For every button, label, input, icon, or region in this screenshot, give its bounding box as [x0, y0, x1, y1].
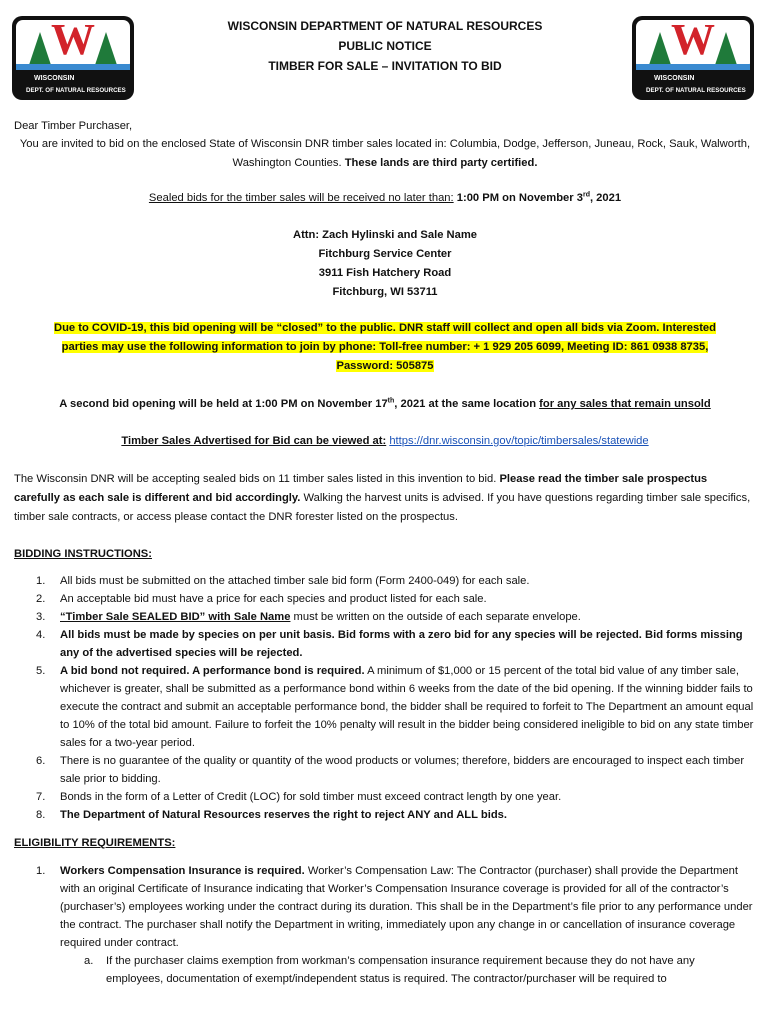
item-underlined: “Timber Sale SEALED BID” with Sale Name: [60, 611, 291, 623]
item-bold: All bids must be made by species on per unit basis. Bid forms with a zero bid for any species will be rejected. Bid forms missing any of the advertised species will be rejected.: [60, 629, 743, 659]
svg-text:W: W: [671, 15, 715, 64]
mailing-address: [14, 226, 756, 302]
item-text: There is no guarantee of the quality or quantity of the wood products or volumes; therefore, bidders are encouraged to inspect each timber sale prior to bidding.: [60, 755, 745, 785]
list-item: [14, 626, 754, 662]
deadline-sup: rd: [582, 191, 590, 199]
item-text: Bonds in the form of a Letter of Credit (LOC) for sold timber must exceed contract length by one year.: [60, 791, 562, 803]
item-number: 8.: [36, 809, 46, 821]
second-opening-text: A second bid opening will be held at 1:00 PM on November 17: [59, 398, 388, 410]
dnr-logo-right: [630, 14, 756, 102]
item-bold: Workers Compensation Insurance is required.: [60, 865, 305, 877]
second-opening-text2: , 2021 at the same location: [394, 398, 540, 410]
dnr-logo-left-graphic: [10, 14, 136, 102]
bidding-list: [14, 572, 754, 824]
item-number: 2.: [36, 593, 46, 605]
sub-item-letter: a.: [84, 955, 94, 967]
svg-text:W: W: [51, 15, 95, 64]
address-line1: Attn: Zach Hylinski and Sale Name: [292, 229, 478, 241]
item-number: 1.: [36, 575, 46, 587]
covid-line1: Due to COVID-19, this bid opening will be “closed” to the public. DNR staff will collect and open all bids via Zoom. Interested: [53, 322, 716, 334]
header-line2: PUBLIC NOTICE: [338, 39, 432, 53]
list-item: [14, 590, 754, 608]
covid-line2: parties may use the following information to join by phone: Toll-free number: + 1 929 205 6099, Meeting ID: 861 0938 8735,: [61, 341, 709, 353]
list-item: [14, 608, 754, 626]
item-number: 3.: [36, 611, 46, 623]
item-text: An acceptable bid must have a price for each species and product listed for each sale.: [60, 593, 487, 605]
item-number: 6.: [36, 755, 46, 767]
address-line4: Fitchburg, WI 53711: [332, 286, 438, 298]
logo-line2-right: DEPT. OF NATURAL RESOURCES: [646, 87, 746, 94]
bidding-heading: BIDDING INSTRUCTIONS:: [14, 548, 152, 560]
second-opening-unsold: for any sales that remain unsold: [539, 398, 711, 410]
item-text: A minimum of $1,000 or 15 percent of the total bid value of any timber sale, whichever is greater, shall be submitted as a performance bond within 6 weeks from the date of the bid opening. If the winning bidder fails to execute the contract and submit an acceptable performance bond, the bidder shall be required to forfeit to The Department an amount equal to 10% of the total bid amount. Failure to forfeit the 10% penalty will result in the bidder being considered ineligible to bid on any state timber sales for a two-year period.: [60, 665, 754, 749]
sub-list-item: [14, 952, 754, 988]
deadline: [14, 189, 756, 208]
deadline-year: , 2021: [589, 192, 622, 204]
covid-line3: Password: 505875: [336, 360, 434, 372]
advertised-label: Timber Sales Advertised for Bid can be viewed at:: [121, 435, 387, 447]
item-text: must be written on the outside of each separate envelope.: [290, 611, 581, 623]
list-item: [14, 806, 754, 824]
item-text: All bids must be submitted on the attached timber sale bid form (Form 2400-049) for each sale.: [60, 575, 530, 587]
intro-text: You are invited to bid on the enclosed State of Wisconsin DNR timber sales located in: Columbia, Dodge, Jefferson, Juneau, Rock, Sauk, Walworth, Washington Counties.: [19, 138, 751, 169]
notice-header: [170, 16, 600, 76]
dnr-logo-left: [10, 14, 136, 102]
eligibility-heading: ELIGIBILITY REQUIREMENTS:: [14, 837, 176, 849]
list-item: [14, 788, 754, 806]
address-line3: 3911 Fish Hatchery Road: [318, 267, 452, 279]
logo-line1: WISCONSIN: [34, 75, 75, 82]
list-item: [14, 572, 754, 590]
eligibility-list: [14, 862, 754, 988]
list-item: [14, 862, 754, 952]
item-number: 5.: [36, 665, 46, 677]
second-opening-sup: th: [387, 397, 395, 405]
item-number: 1.: [36, 865, 46, 877]
deadline-label: Sealed bids for the timber sales will be received no later than:: [148, 192, 454, 204]
covid-notice: [14, 319, 756, 376]
body-bold: Please read the timber sale prospectus carefully as each sale is different and bid accordingly.: [14, 473, 708, 504]
sub-item-text: If the purchaser claims exemption from workman’s compensation insurance requirement because they do not have any employees, documentation of exempt/independent status is required. The contractor/purchaser will be required to: [106, 955, 695, 985]
intro-certified: These lands are third party certified.: [344, 157, 538, 169]
body-text1: The Wisconsin DNR will be accepting sealed bids on 11 timber sales listed in this invention to bid.: [14, 473, 497, 485]
list-item: [14, 662, 754, 752]
item-text: Worker’s Compensation Law: The Contractor (purchaser) shall provide the Department with an original Certificate of Insurance indicating that Worker’s Compensation Insurance coverage is provided for all of the contractor’s (purchaser’s) employees working under the contract during its duration. This shall be in the Department’s file prior to any performance under the contract. The purchaser shall notify the Department in writing, immediately upon any change in or cancellation of insurance coverage required under contract.: [60, 865, 753, 949]
body-paragraph: [14, 470, 756, 527]
header-line1: WISCONSIN DEPARTMENT OF NATURAL RESOURCES: [227, 19, 543, 33]
body-text2: Walking the harvest units is advised. If you have questions regarding timber sale specifics, timber sale contracts, or access please contact the DNR forester listed on the prospectus.: [14, 492, 751, 523]
timber-sales-link[interactable]: https://dnr.wisconsin.gov/topic/timbersales/statewide: [389, 435, 649, 447]
list-item: [14, 752, 754, 788]
item-number: 4.: [36, 629, 46, 641]
item-number: 7.: [36, 791, 46, 803]
advertised-line: [14, 432, 756, 451]
item-bold: A bid bond not required. A performance bond is required.: [60, 665, 365, 677]
address-line2: Fitchburg Service Center: [318, 248, 452, 260]
dnr-logo-right-graphic: [630, 14, 756, 102]
header-line3: TIMBER FOR SALE – INVITATION TO BID: [268, 59, 502, 73]
deadline-time: 1:00 PM on November 3: [456, 192, 583, 204]
second-bid-opening: [14, 395, 756, 414]
logo-line2: DEPT. OF NATURAL RESOURCES: [26, 87, 126, 94]
greeting: Dear Timber Purchaser,: [14, 120, 133, 132]
logo-line1-right: WISCONSIN: [654, 75, 695, 82]
item-bold: The Department of Natural Resources reserves the right to reject ANY and ALL bids.: [60, 809, 507, 821]
intro-paragraph: [14, 135, 756, 173]
